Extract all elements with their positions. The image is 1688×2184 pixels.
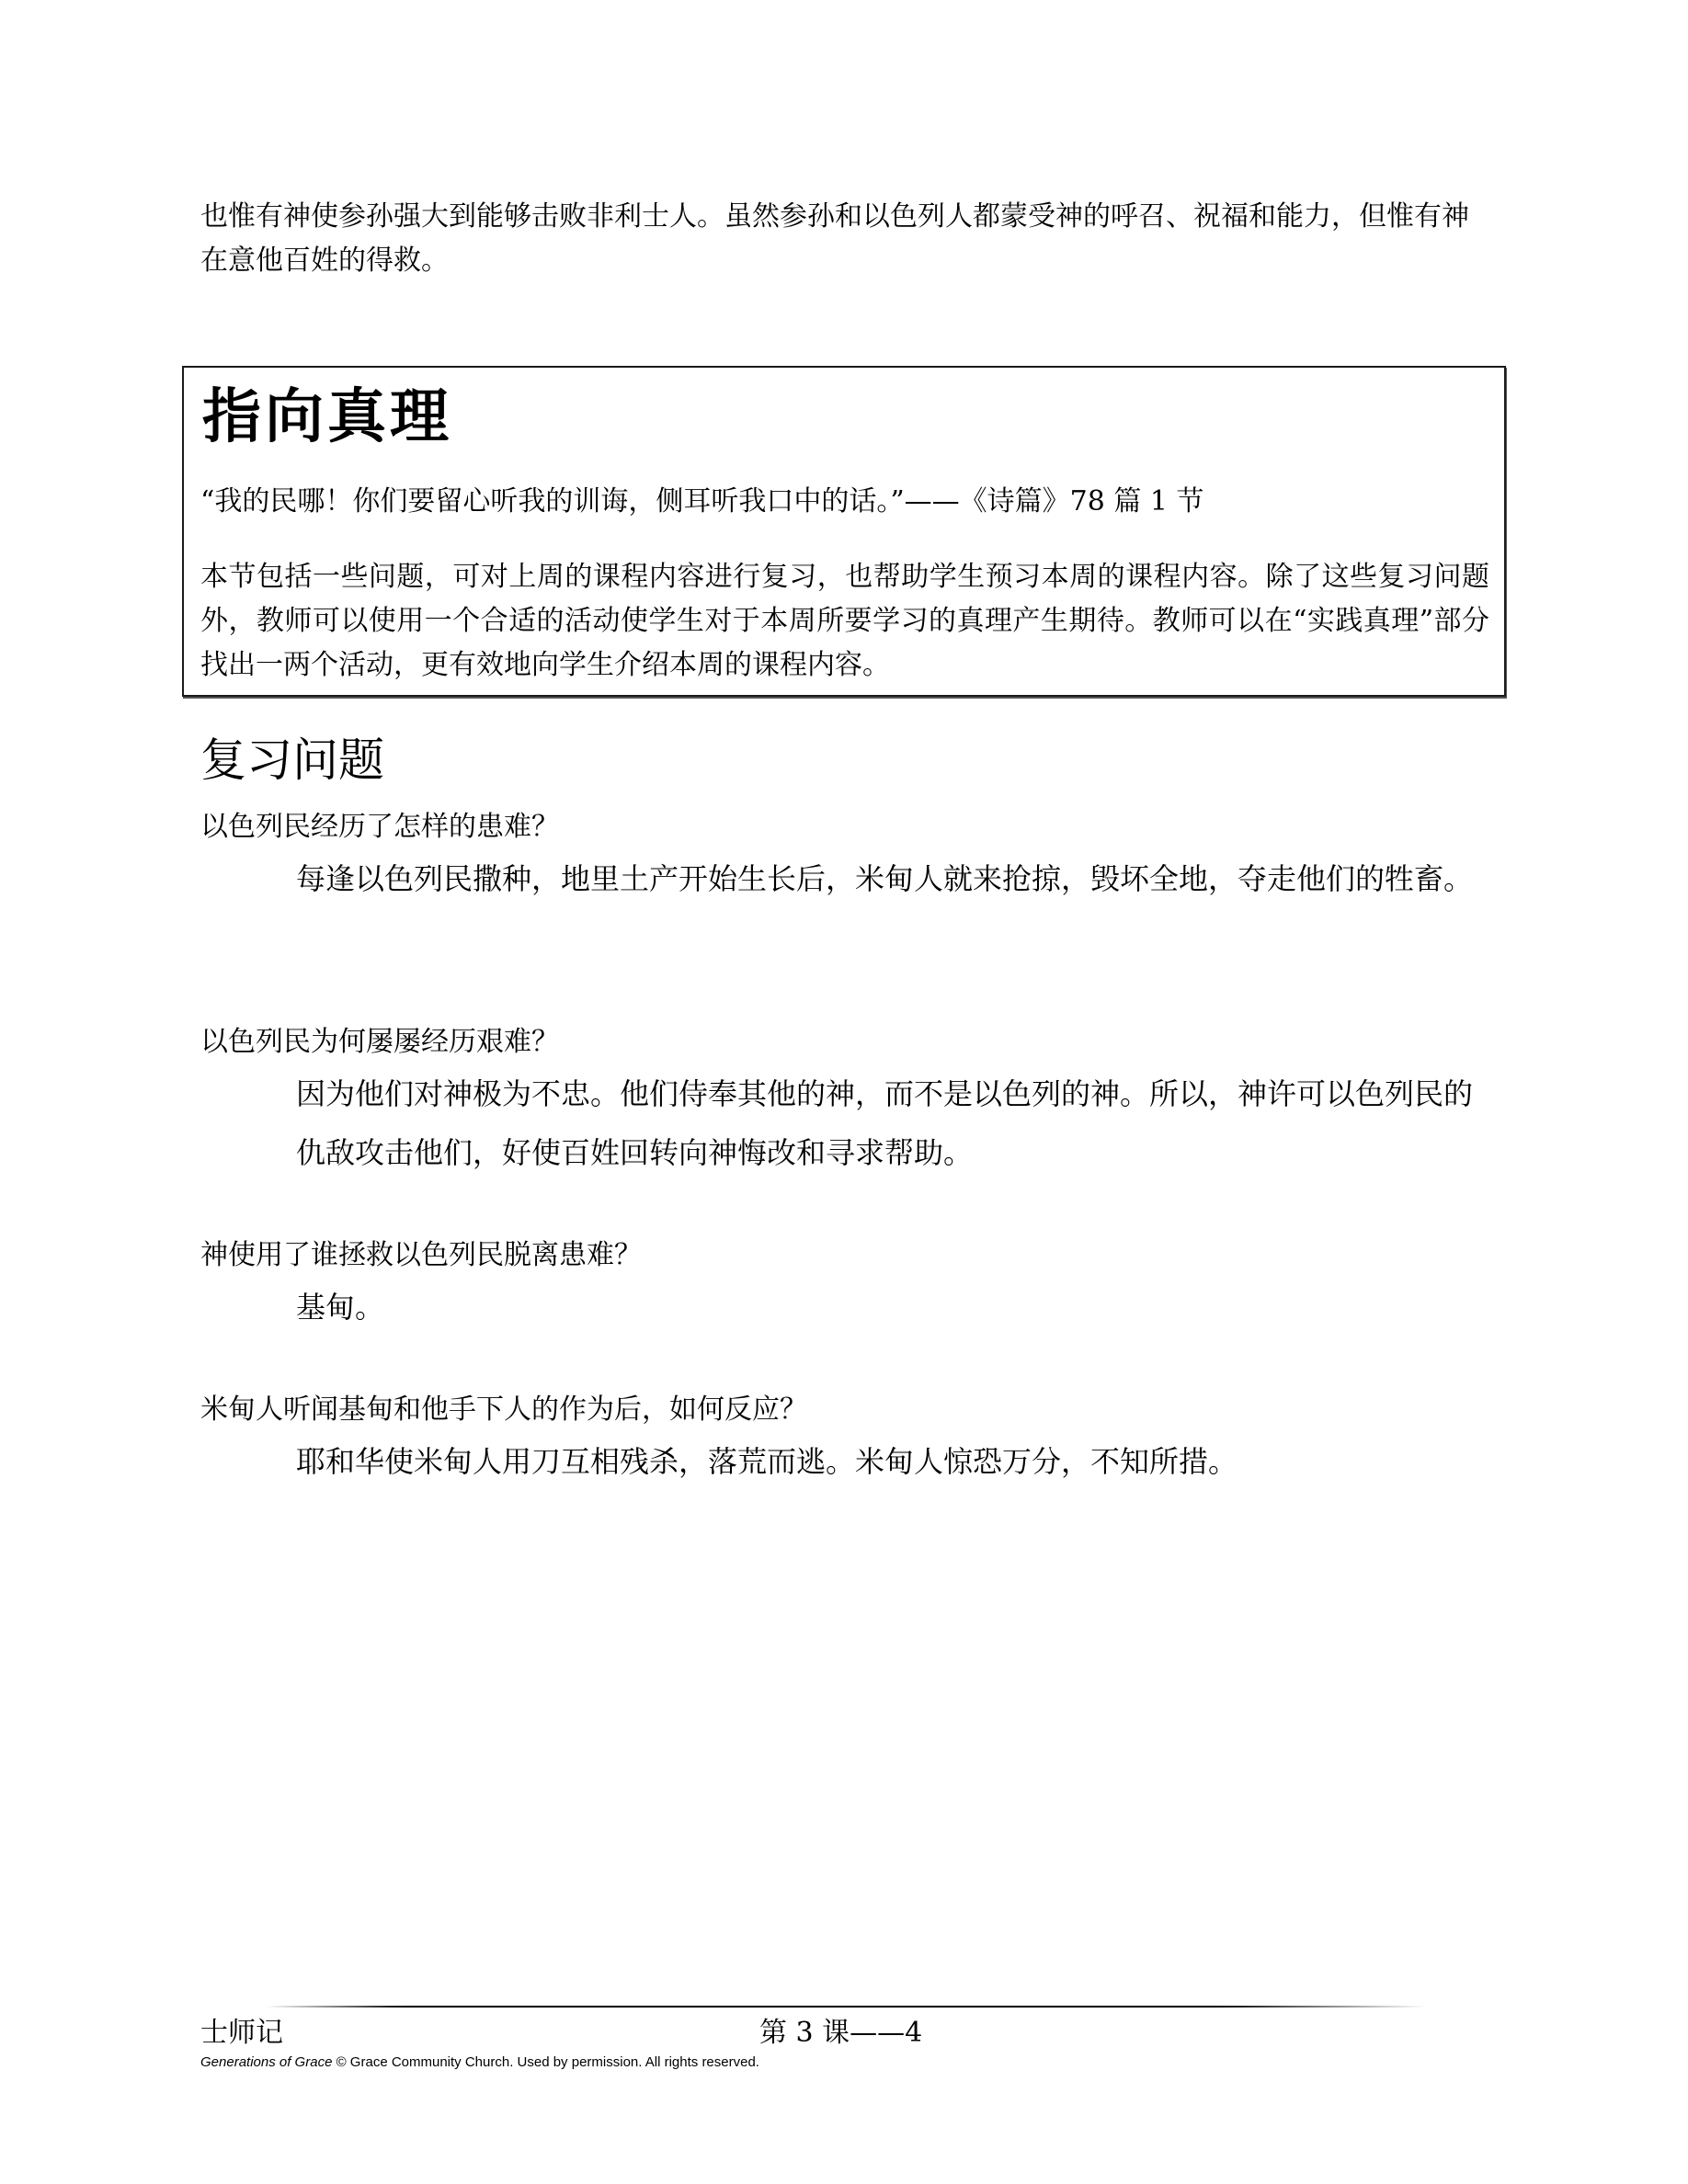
memory-verse: “我的民哪！你们要留心听我的训诲，侧耳听我口中的话。”——《诗篇》78 篇 1 节	[200, 485, 1204, 518]
truth-box-description: 本节包括一些问题，可对上周的课程内容进行复习，也帮助学生预习本周的课程内容。除了这些复习问题外，教师可以使用一个合适的活动使学生对于本周所要学习的真理产生期待。教师可以在“实践真理”部分找出一两个活动，更有效地向学生介绍本周的课程内容。	[200, 561, 1489, 681]
review-question: 以色列民为何屡屡经历艰难？	[200, 1026, 559, 1058]
review-answer: 基甸。	[296, 1290, 385, 1325]
footer-divider	[267, 2006, 1425, 2008]
qa-item	[200, 805, 1488, 908]
footer-book-title: 士师记	[200, 2017, 283, 2049]
review-answer: 耶和华使米甸人用刀互相残杀，落荒而逃。米甸人惊恐万分，不知所措。	[296, 1444, 1238, 1479]
copyright-notice	[200, 2053, 759, 2072]
review-question: 米甸人听闻基甸和他手下人的作为后，如何反应？	[200, 1393, 807, 1426]
review-questions-heading: 复习问题	[200, 734, 384, 787]
footer-page-label: 第 3 课——4	[759, 2017, 923, 2049]
qa-item	[200, 1020, 1488, 1182]
qa-item	[200, 1234, 1488, 1337]
review-question: 以色列民经历了怎样的患难？	[200, 811, 559, 843]
truth-box-title: 指向真理	[202, 382, 452, 451]
copyright-series-name: Generations of Grace	[200, 2054, 333, 2070]
review-answer: 每逢以色列民撒种，地里土产开始生长后，米甸人就来抢掠，毁坏全地，夺走他们的牲畜。	[296, 861, 1474, 896]
review-question: 神使用了谁拯救以色列民脱离患难？	[200, 1239, 642, 1271]
point-to-truth-box	[182, 366, 1506, 697]
intro-paragraph: 也惟有神使参孙强大到能够击败非利士人。虽然参孙和以色列人都蒙受神的呼召、祝福和能力，但惟有神在意他百姓的得救。	[200, 200, 1469, 277]
review-answer: 因为他们对神极为不忠。他们侍奉其他的神，而不是以色列的神。所以，神许可以色列民的仇敌攻击他们，好使百姓回转向神悔改和寻求帮助。	[296, 1076, 1474, 1170]
qa-item	[200, 1388, 1488, 1491]
copyright-text: © Grace Community Church. Used by permission. All rights reserved.	[332, 2054, 759, 2070]
